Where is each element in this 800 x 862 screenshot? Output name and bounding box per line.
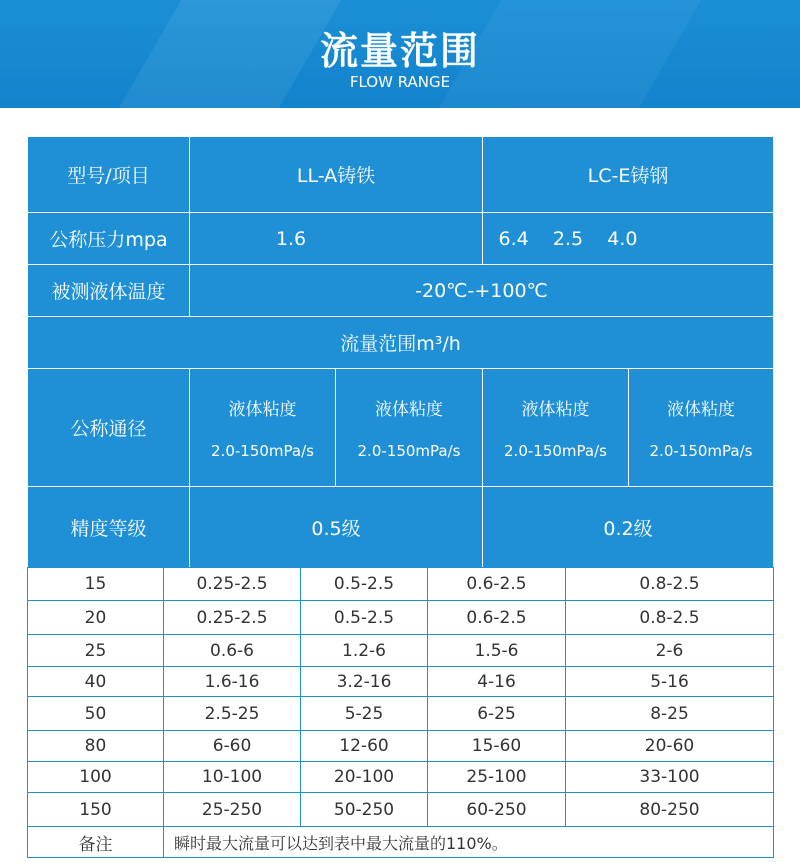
pressure-row xyxy=(28,213,774,265)
temperature-label: 被测液体温度 xyxy=(28,265,190,317)
table-row xyxy=(28,568,774,601)
viscosity-range: 2.0-150mPa/s xyxy=(357,442,461,460)
diameter-cell: 40 xyxy=(28,667,164,697)
flow-range-label: 流量范围m³/h xyxy=(28,317,774,369)
flow-range-cell: 5-25 xyxy=(301,697,428,731)
table-row xyxy=(28,601,774,635)
flow-range-cell: 1.2-6 xyxy=(301,635,428,667)
flow-range-cell: 5-16 xyxy=(566,667,774,697)
flow-range-cell: 20-60 xyxy=(566,731,774,762)
flow-range-cell: 2.5-25 xyxy=(164,697,301,731)
viscosity-cell xyxy=(629,369,774,487)
spec-table xyxy=(27,136,774,568)
table-row xyxy=(28,793,774,827)
viscosity-label: 液体粘度 xyxy=(667,400,735,420)
flow-range-cell: 0.8-2.5 xyxy=(566,568,774,601)
flow-range-cell: 15-60 xyxy=(428,731,566,762)
note-text: 瞬时最大流量可以达到表中最大流量的110%。 xyxy=(164,827,774,858)
flow-range-cell: 6-60 xyxy=(164,731,301,762)
diameter-cell: 100 xyxy=(28,762,164,793)
accuracy-a: 0.5级 xyxy=(190,487,483,568)
model-label: 型号/项目 xyxy=(28,137,190,213)
viscosity-cell xyxy=(336,369,483,487)
flow-range-cell: 0.8-2.5 xyxy=(566,601,774,635)
flow-range-cell: 12-60 xyxy=(301,731,428,762)
page-subtitle: FLOW RANGE xyxy=(349,73,451,91)
diameter-row xyxy=(28,369,774,487)
flow-range-cell: 10-100 xyxy=(164,762,301,793)
diameter-cell: 150 xyxy=(28,793,164,827)
flow-range-cell: 0.25-2.5 xyxy=(164,568,301,601)
model-row xyxy=(28,137,774,213)
flow-range-cell: 0.5-2.5 xyxy=(301,601,428,635)
flow-range-cell: 60-250 xyxy=(428,793,566,827)
model-b: LC-E铸钢 xyxy=(483,137,774,213)
note-label: 备注 xyxy=(28,827,164,858)
diameter-cell: 80 xyxy=(28,731,164,762)
flow-range-cell: 50-250 xyxy=(301,793,428,827)
page-title: 流量范围 xyxy=(319,29,480,73)
header-banner xyxy=(0,0,800,108)
accuracy-label: 精度等级 xyxy=(28,487,190,568)
flow-range-cell: 1.6-16 xyxy=(164,667,301,697)
viscosity-range: 2.0-150mPa/s xyxy=(504,442,607,460)
viscosity-label: 液体粘度 xyxy=(521,400,590,420)
viscosity-label: 液体粘度 xyxy=(228,400,297,420)
pressure-b: 6.4 2.5 4.0 xyxy=(483,213,774,265)
flow-range-cell: 25-100 xyxy=(428,762,566,793)
viscosity-range: 2.0-150mPa/s xyxy=(211,442,314,460)
flow-range-cell: 80-250 xyxy=(566,793,774,827)
diameter-cell: 25 xyxy=(28,635,164,667)
diameter-label: 公称通径 xyxy=(28,369,190,487)
diameter-cell: 15 xyxy=(28,568,164,601)
viscosity-cell xyxy=(483,369,629,487)
table-row xyxy=(28,731,774,762)
flow-range-cell: 3.2-16 xyxy=(301,667,428,697)
flow-range-row xyxy=(28,317,774,369)
accuracy-b: 0.2级 xyxy=(483,487,774,568)
table-row xyxy=(28,762,774,793)
temperature-row xyxy=(28,265,774,317)
accuracy-row xyxy=(28,487,774,568)
diameter-cell: 50 xyxy=(28,697,164,731)
viscosity-range: 2.0-150mPa/s xyxy=(649,442,753,460)
temperature-value: -20℃-+100℃ xyxy=(190,265,774,317)
diameter-cell: 20 xyxy=(28,601,164,635)
flow-range-cell: 1.5-6 xyxy=(428,635,566,667)
flow-range-cell: 2-6 xyxy=(566,635,774,667)
flow-range-cell: 0.25-2.5 xyxy=(164,601,301,635)
flow-range-cell: 8-25 xyxy=(566,697,774,731)
flow-range-cell: 33-100 xyxy=(566,762,774,793)
pressure-label: 公称压力mpa xyxy=(28,213,190,265)
flow-range-cell: 0.6-2.5 xyxy=(428,601,566,635)
table-row xyxy=(28,635,774,667)
pressure-a: 1.6 xyxy=(190,213,483,265)
flow-range-cell: 20-100 xyxy=(301,762,428,793)
flow-range-cell: 0.6-2.5 xyxy=(428,568,566,601)
flow-table xyxy=(27,567,774,858)
flow-range-cell: 0.6-6 xyxy=(164,635,301,667)
viscosity-label: 液体粘度 xyxy=(375,400,443,420)
table-row xyxy=(28,697,774,731)
model-a: LL-A铸铁 xyxy=(190,137,483,213)
note-row xyxy=(28,827,774,858)
viscosity-cell xyxy=(190,369,336,487)
flow-range-cell: 25-250 xyxy=(164,793,301,827)
flow-range-cell: 6-25 xyxy=(428,697,566,731)
table-row xyxy=(28,667,774,697)
flow-range-cell: 4-16 xyxy=(428,667,566,697)
flow-range-cell: 0.5-2.5 xyxy=(301,568,428,601)
